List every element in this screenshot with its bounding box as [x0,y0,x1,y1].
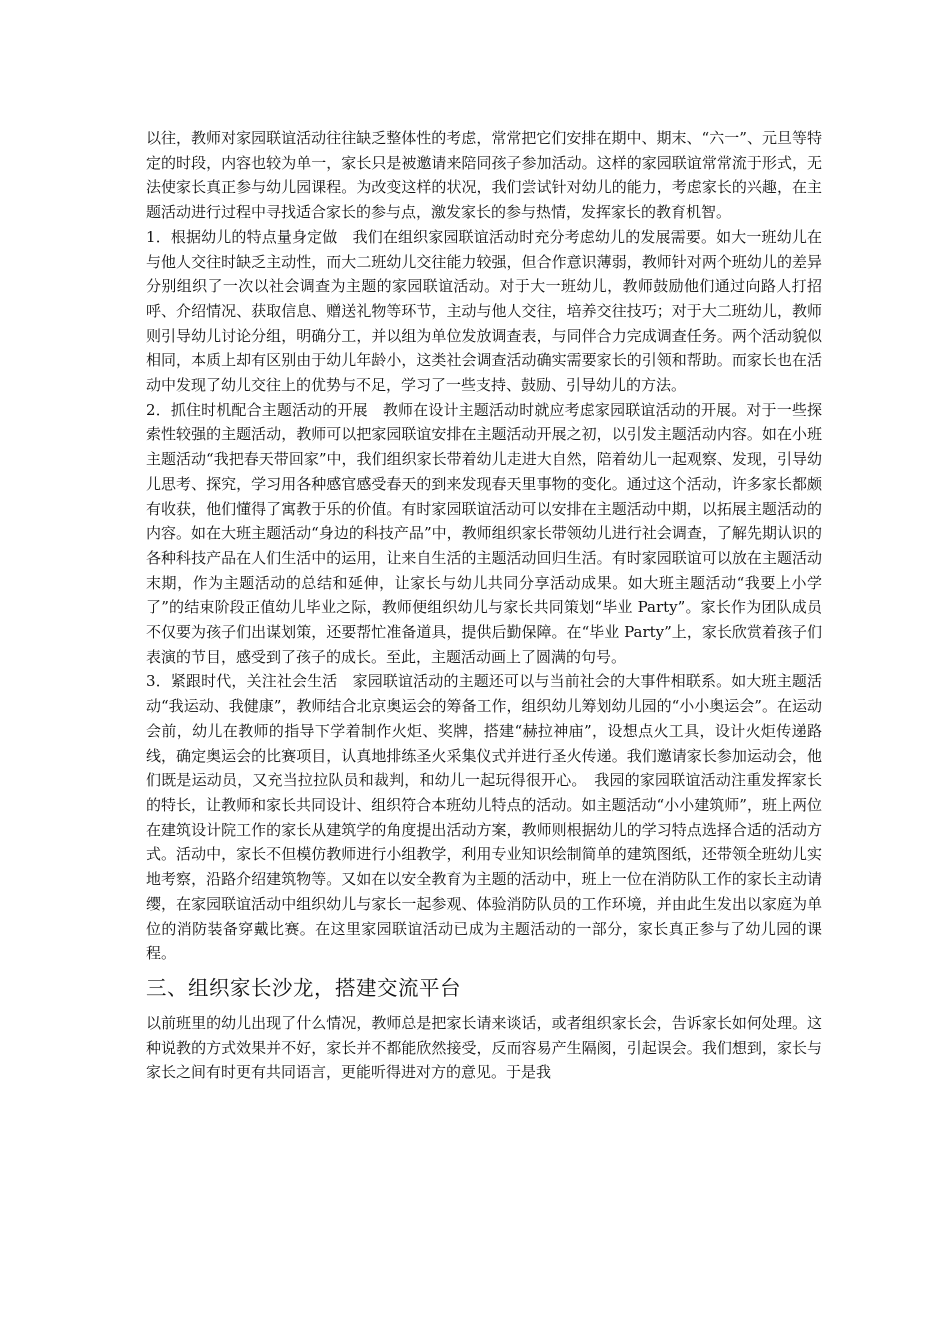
body-paragraph-intro: 以往，教师对家园联谊活动往往缺乏整体性的考虑，常常把它们安排在期中、期末、“六一”、元旦等特定的时段，内容也较为单一，家长只是被邀请来陪同孩子参加活动。这样的家园联谊常常流于形式，无法使家长真正参与幼儿园课程。为改变这样的状况，我们尝试针对幼儿的能力，考虑家长的兴趣，在主题活动进行过程中寻找适合家长的参与点，激发家长的参与热情，发挥家长的教育机智。 [146,129,822,222]
body-paragraph-point-2: 2．抓住时机配合主题活动的开展 教师在设计主题活动时就应考虑家园联谊活动的开展。对于一些探索性较强的主题活动，教师可以把家园联谊安排在主题活动开展之初，以引发主题活动内容。如在小班主题活动“我把春天带回家”中，我们组织家长带着幼儿走进大自然，陪着幼儿一起观察、发现，引导幼儿思考、探究，学习用各种感官感受春天的到来发现春天里事物的变化。通过这个活动，许多家长都颇有收获，他们懂得了寓教于乐的价值。有时家园联谊活动可以安排在主题活动中期，以拓展主题活动的内容。如在大班主题活动“身边的科技产品”中，教师组织家长带领幼儿进行社会调查，了解先期认识的各种科技产品在人们生活中的运用，让来自生活的主题活动回归生活。有时家园联谊可以放在主题活动末期，作为主题活动的总结和延伸，让家长与幼儿共同分享活动成果。如大班主题活动“我要上小学了”的结束阶段正值幼儿毕业之际，教师便组织幼儿与家长共同策划“毕业 Party”。家长作为团队成员不仅要为孩子们出谋划策，还要帮忙准备道具，提供后勤保障。在“毕业 Party”上，家长欣赏着孩子们表演的节目，感受到了孩子的成长。至此，主题活动画上了圆满的句号。 [146,400,822,666]
body-paragraph-salon: 以前班里的幼儿出现了什么情况，教师总是把家长请来谈话，或者组织家长会，告诉家长如何处理。这种说教的方式效果并不好，家长并不都能欣然接受，反而容易产生隔阂，引起误会。我们想到，家长与家长之间有时更有共同语言，更能听得进对方的意见。于是我 [146,1013,822,1082]
body-paragraph-point-3: 3．紧跟时代，关注社会生活 家园联谊活动的主题还可以与当前社会的大事件相联系。如大班主题活动“我运动、我健康”，教师结合北京奥运会的筹备工作，组织幼儿筹划幼儿园的“小小奥运会”。在运动会前，幼儿在教师的指导下学着制作火炬、奖牌，搭建“赫拉神庙”，设想点火工具，设计火炬传递路线，确定奥运会的比赛项目，认真地排练圣火采集仪式并进行圣火传递。我们邀请家长参加运动会，他们既是运动员，又充当拉拉队员和裁判，和幼儿一起玩得很开心。 我园的家园联谊活动注重发挥家长的特长，让教师和家长共同设计、组织符合本班幼儿特点的活动。如主题活动“小小建筑师”，班上两位在建筑设计院工作的家长从建筑学的角度提出活动方案，教师则根据幼儿的学习特点选择合适的活动方式。活动中，家长不但模仿教师进行小组教学，利用专业知识绘制简单的建筑图纸，还带领全班幼儿实地考察，沿路介绍建筑物等。又如在以安全教育为主题的活动中，班上一位在消防队工作的家长主动请缨，在家园联谊活动中组织幼儿与家长一起参观、体验消防队员的工作环境，并由此生发出以家庭为单位的消防装备穿戴比赛。在这里家园联谊活动已成为主题活动的一部分，家长真正参与了幼儿园的课程。 [146,672,822,963]
body-paragraph-point-1: 1．根据幼儿的特点量身定做 我们在组织家园联谊活动时充分考虑幼儿的发展需要。如大一班幼儿在与他人交往时缺乏主动性，而大二班幼儿交往能力较强，但合作意识薄弱，教师针对两个班幼儿的差异分别组织了一次以社会调查为主题的家园联谊活动。对于大一班幼儿，教师鼓励他们通过向路人打招呼、介绍情况、获取信息、赠送礼物等环节，主动与他人交往，培养交往技巧；对于大二班幼儿，教师则引导幼儿讨论分组，明确分工，并以组为单位发放调查表，与同伴合力完成调查任务。两个活动貌似相同，本质上却有区别由于幼儿年龄小，这类社会调查活动确实需要家长的引领和帮助。而家长也在活动中发现了幼儿交往上的优势与不足，学习了一些支持、鼓励、引导幼儿的方法。 [146,227,822,395]
document-body [146,126,822,1085]
section-heading: 三、组织家长沙龙，搭建交流平台 [146,975,461,1000]
